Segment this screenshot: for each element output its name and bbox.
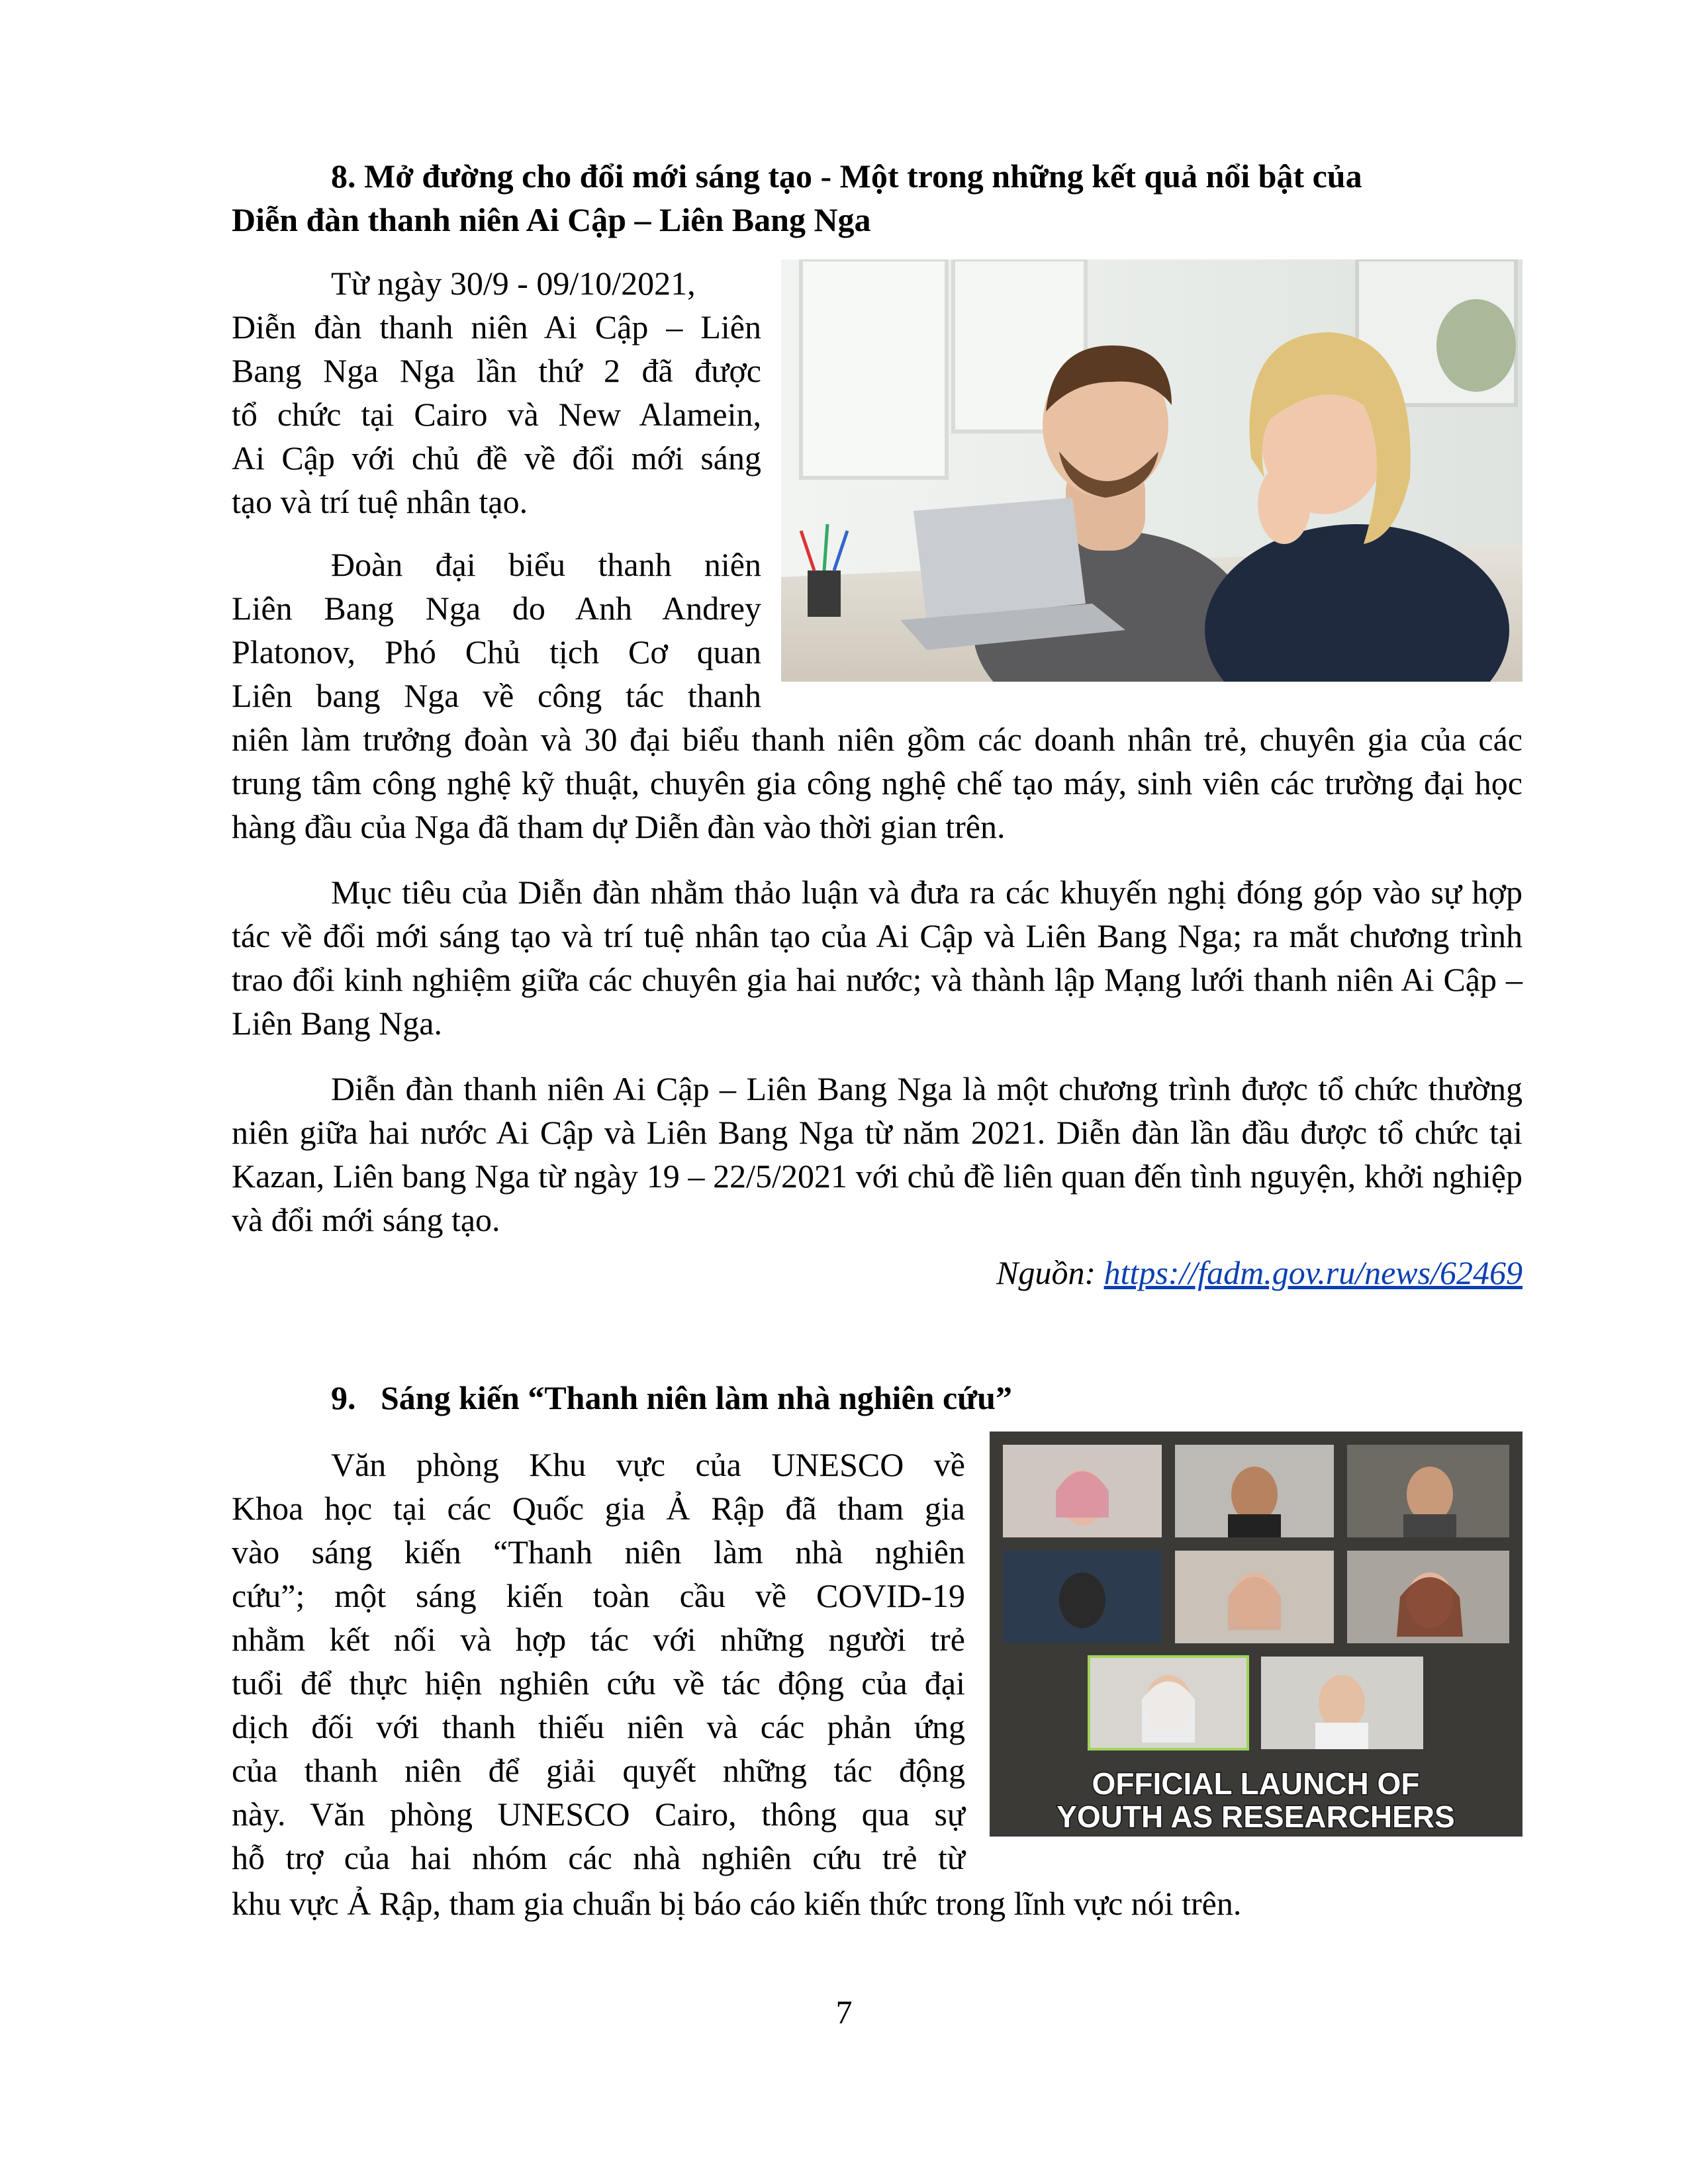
text-line: Ai Cập với chủ đề về đổi mới sáng (232, 439, 761, 477)
section-8-paragraph-2-rest: niên làm trưởng đoàn và 30 đại biểu thanh niên gồm các doanh nhân trẻ, chuyên gia của các trung tâm công nghệ kỹ thuật, chuyên gia công nghệ chế tạo máy, sinh viên các trường đại học hàng đầu của Nga đã tham dự Diễn đàn vào thời gian trên. (232, 721, 1523, 845)
image-caption-line1: OFFICIAL LAUNCH OF (1092, 1766, 1420, 1801)
text-line: Văn phòng Khu vực của UNESCO về (331, 1446, 965, 1483)
section-8-heading-line2: Diễn đàn thanh niên Ai Cập – Liên Bang Nga (232, 201, 871, 238)
video-call-illustration (990, 1432, 1523, 1837)
page-number: 7 (835, 1993, 853, 2030)
text-line: Bang Nga Nga lần thứ 2 đã được (232, 352, 761, 389)
source-citation (996, 1251, 1523, 1295)
section-8-paragraph-2-start (232, 543, 761, 717)
text-line: của thanh niên để giải quyết những tác động (232, 1752, 965, 1789)
text-line: vào sáng kiến “Thanh niên làm nhà nghiên (232, 1533, 965, 1570)
text-line: dịch đối với thanh thiếu niên và các phản ứng (232, 1708, 965, 1745)
image-caption-line2: YOUTH AS RESEARCHERS (1056, 1799, 1455, 1834)
text-line: hỗ trợ của hai nhóm các nhà nghiên cứu trẻ từ (232, 1839, 965, 1876)
section-8-paragraph-4: Diễn đàn thanh niên Ai Cập – Liên Bang Nga là một chương trình được tổ chức thường niên giữa hai nước Ai Cập và Liên Bang Nga từ năm 2021. Diễn đàn lần đầu được tổ chức tại Kazan, Liên bang Nga từ ngày 19 – 22/5/2021 với chủ đề liên quan đến tình nguyện, khởi nghiệp và đổi mới sáng tạo. (232, 1070, 1523, 1238)
office-photo-illustration (781, 259, 1523, 682)
section-8-paragraph-1 (232, 261, 761, 523)
text-line: Đoàn đại biểu thanh niên (331, 546, 761, 583)
section-8-heading-line1: 8. Mở đường cho đổi mới sáng tạo - Một trong những kết quả nổi bật của (331, 158, 1362, 195)
text-line: Diễn đàn thanh niên Ai Cập – Liên (232, 308, 761, 345)
text-line: Liên bang Nga về công tác thanh (232, 677, 761, 714)
text-line: Từ ngày 30/9 - 09/10/2021, (331, 265, 696, 302)
section-9-number: 9. (331, 1379, 356, 1416)
section-9-paragraph-start (232, 1443, 965, 1880)
source-label: Nguồn: (996, 1254, 1104, 1291)
video-call-photo (990, 1432, 1523, 1837)
text-line: tạo và trí tuệ nhân tạo. (232, 483, 528, 520)
text-line: tổ chức tại Cairo và New Alamein, (232, 396, 761, 433)
text-line: Khoa học tại các Quốc gia Ả Rập đã tham gia (232, 1490, 965, 1527)
section-9-title: Sáng kiến “Thanh niên làm nhà nghiên cứu” (381, 1379, 1012, 1416)
text-line: Liên Bang Nga do Anh Andrey (232, 590, 761, 627)
office-photo (781, 259, 1523, 682)
text-line: này. Văn phòng UNESCO Cairo, thông qua sự (232, 1796, 965, 1833)
section-9-heading (331, 1375, 1523, 1420)
section-8-paragraph-3: Mục tiêu của Diễn đàn nhằm thảo luận và đưa ra các khuyến nghị đóng góp vào sự hợp tác về đổi mới sáng tạo và trí tuệ nhân tạo của Ai Cập và Liên Bang Nga; ra mắt chương trình trao đổi kinh nghiệm giữa các chuyên gia hai nước; và thành lập Mạng lưới thanh niên Ai Cập – Liên Bang Nga. (232, 874, 1523, 1042)
text-line: nhằm kết nối và hợp tác với những người trẻ (232, 1621, 965, 1658)
text-line: tuổi để thực hiện nghiên cứu về tác động của đại (232, 1664, 965, 1702)
text-line: cứu”; một sáng kiến toàn cầu về COVID-19 (232, 1577, 965, 1614)
text-line: Platonov, Phó Chủ tịch Cơ quan (232, 633, 761, 670)
section-9-paragraph-rest: khu vực Ả Rập, tham gia chuẩn bị báo cáo kiến thức trong lĩnh vực nói trên. (232, 1885, 1242, 1922)
source-link[interactable]: https://fadm.gov.ru/news/62469 (1103, 1254, 1523, 1291)
